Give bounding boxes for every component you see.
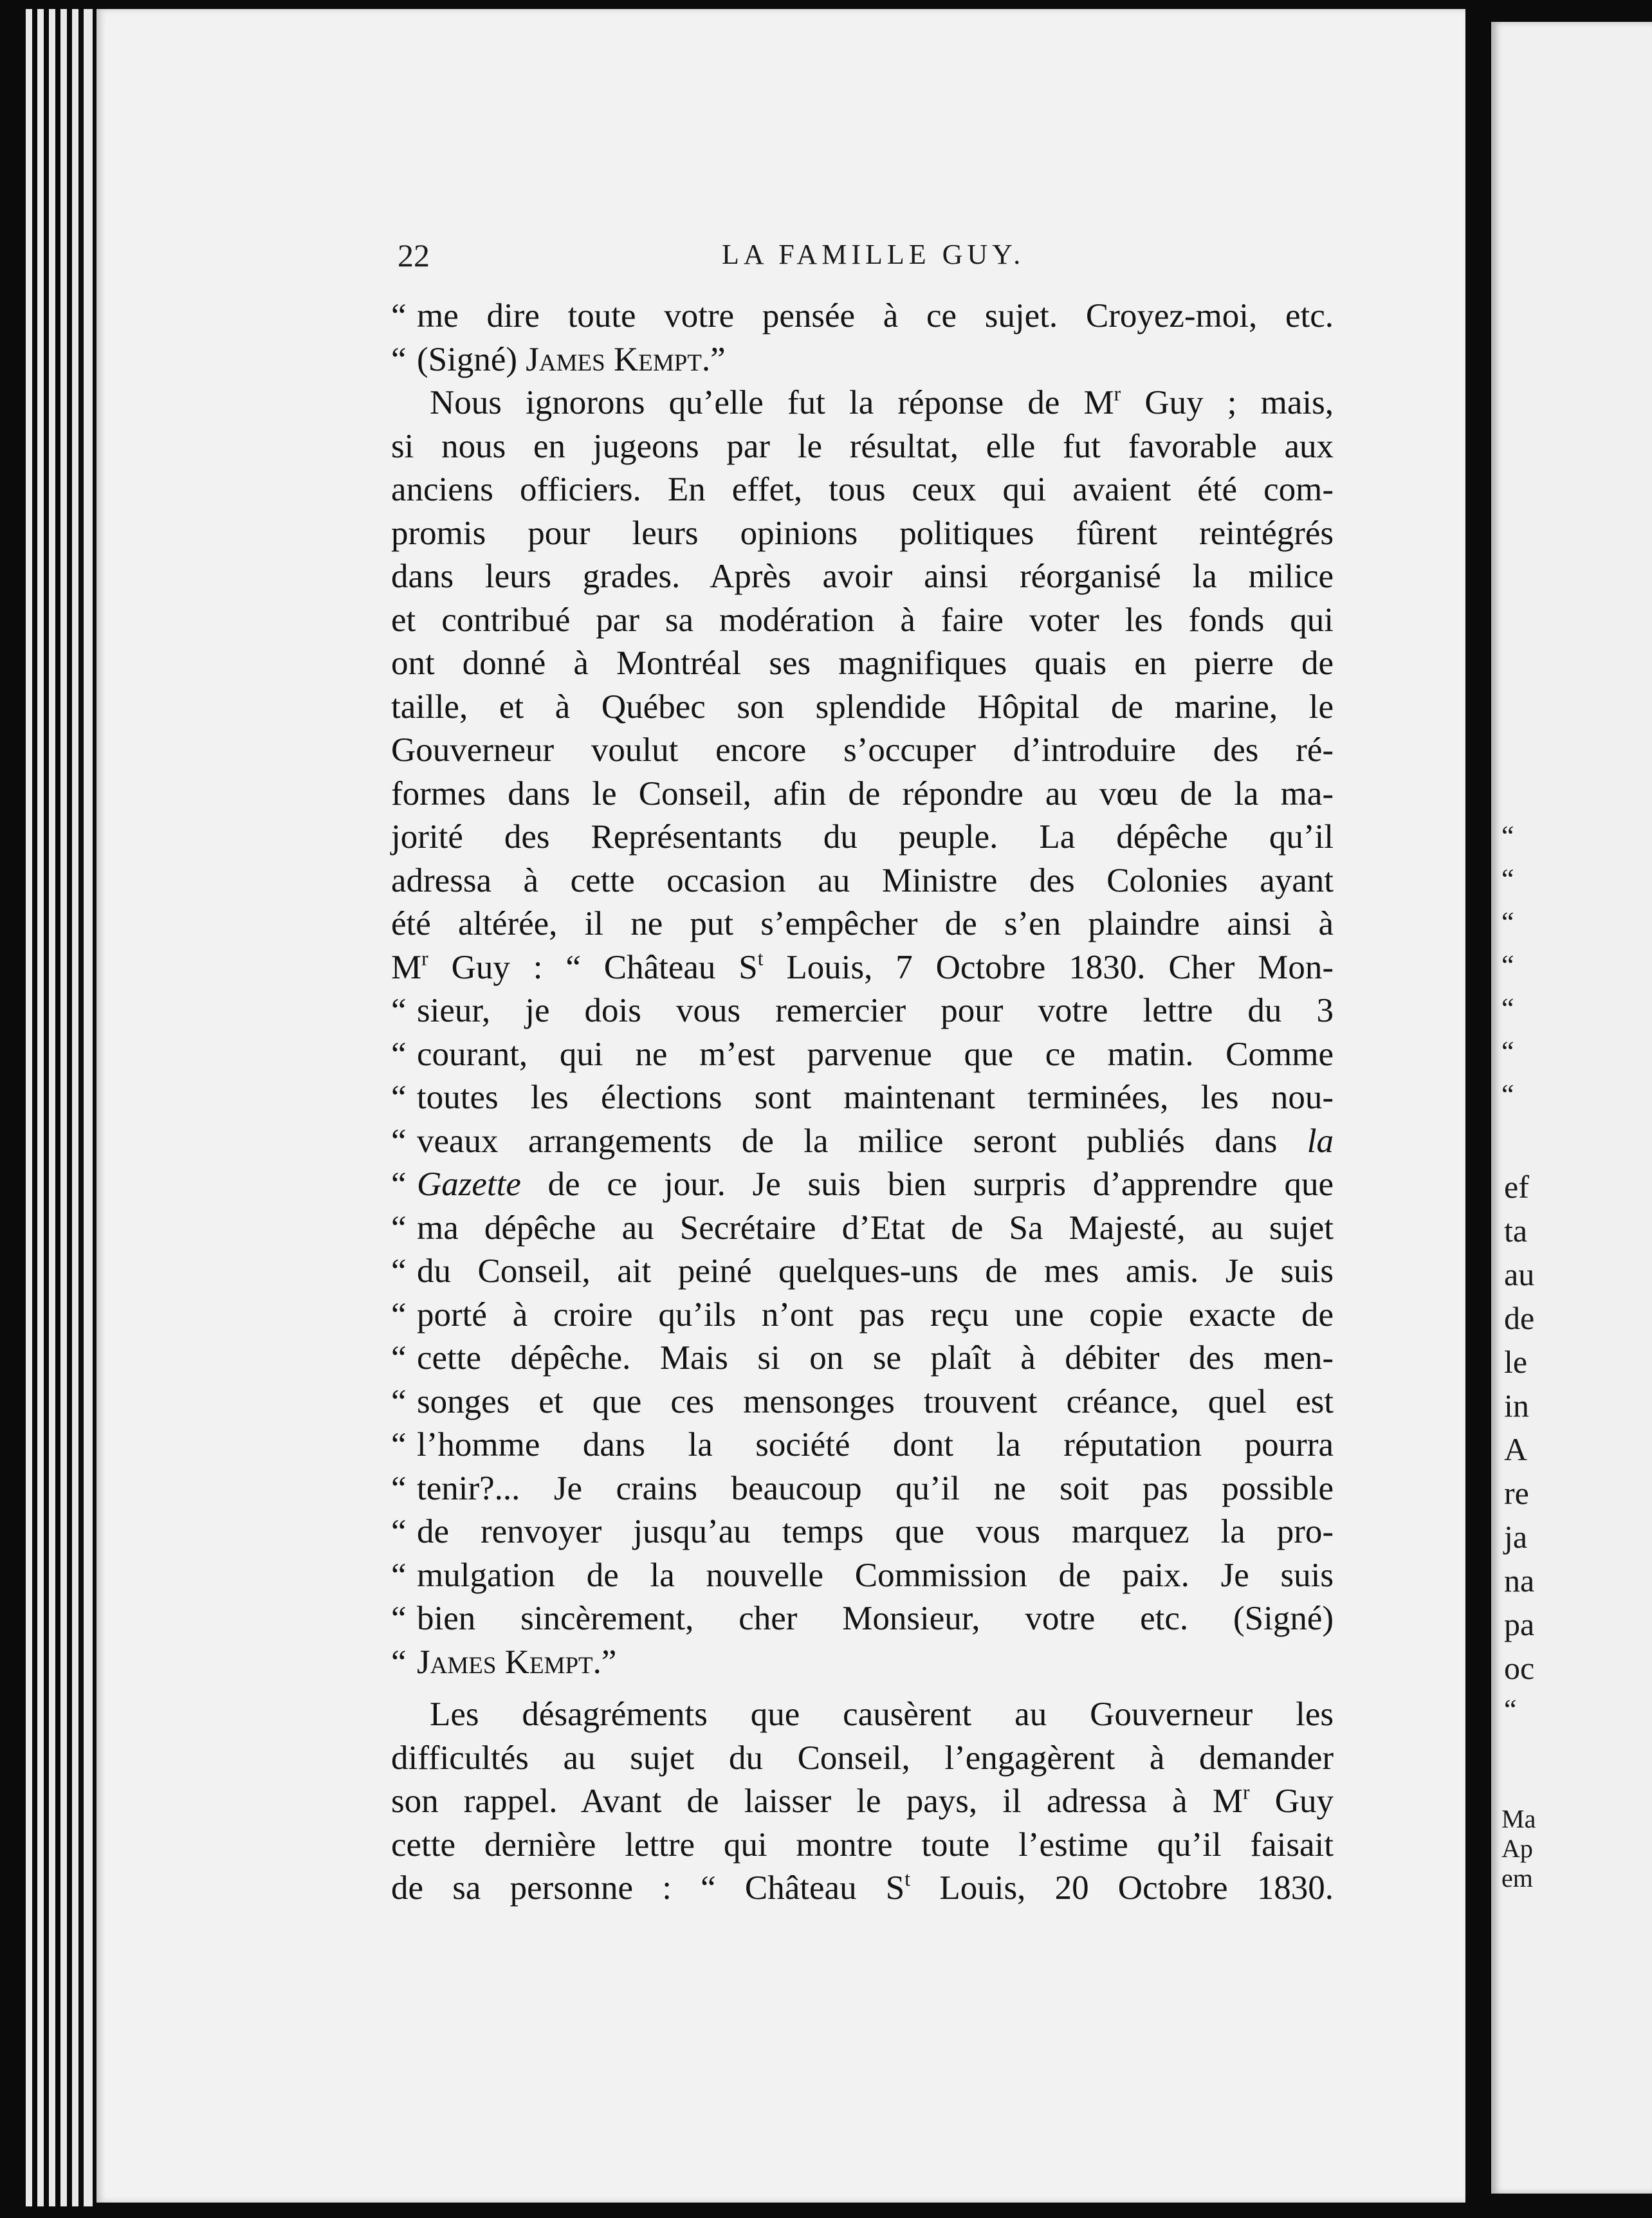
quote-mark: “ <box>1501 1036 1514 1067</box>
text-line: $M^r$ Guy : “ Château $S^t$ Louis, 7 Octobre 1830. Cher Mon- <box>391 946 1334 986</box>
text-line: “ mulgation de la nouvelle Commission de paix. Je suis <box>391 1554 1334 1598</box>
body-text <box>391 295 1334 1911</box>
text-line: “ sieur, je dois vous remercier pour votre lettre du 3 <box>391 989 1334 1033</box>
text-line: de sa personne : “ Château $S^t$ Louis, 20 Octobre 1830. <box>391 1867 1334 1907</box>
page-edge <box>26 9 32 2206</box>
text-line: “ du Conseil, ait peiné quelques-uns de mes amis. Je suis <box>391 1250 1334 1294</box>
page-edge <box>72 9 78 2206</box>
text-line: son rappel. Avant de laisser le pays, il adressa à $M^r$ Guy <box>391 1781 1334 1820</box>
page-number: 22 <box>398 237 430 273</box>
quote-mark: “ <box>391 1556 407 1594</box>
text-fragment: na <box>1504 1563 1535 1599</box>
text-line: “ bien sincèrement, cher Monsieur, votre etc. (Signé) <box>391 1597 1334 1641</box>
signature: James Kempt. <box>417 1643 601 1681</box>
text-line: “ James Kempt.” <box>391 1641 1334 1685</box>
footnote-fragment: Ap <box>1501 1834 1533 1863</box>
page-edge <box>49 9 55 2206</box>
quote-mark: “ <box>1501 1079 1514 1110</box>
text-line: “ songes et que ces mensonges trouvent créance, quel est <box>391 1380 1334 1424</box>
text-line: “ me dire toute votre pensée à ce sujet. Croyez-moi, etc. <box>391 295 1334 338</box>
text-fragment: ja <box>1504 1519 1528 1555</box>
text-line: ont donné à Montréal ses magnifiques quais en pierre de <box>391 645 1334 682</box>
quote-mark: “ <box>391 1209 407 1247</box>
text-line: “ (Signé) James Kempt.” <box>391 338 1334 382</box>
text-line: difficultés au sujet du Conseil, l’engagèrent à demander <box>391 1739 1334 1777</box>
page-edge <box>84 9 93 2206</box>
text-line: “ veaux arrangements de la milice seront publiés dans la <box>391 1120 1334 1164</box>
quote-mark: “ <box>391 1643 407 1681</box>
quote-mark: “ <box>1501 863 1514 895</box>
text-line: et contribué par sa modération à faire voter les fonds qui <box>391 601 1334 639</box>
footnote-fragment: Ma <box>1501 1804 1536 1833</box>
quote-mark: “ <box>391 1469 407 1507</box>
running-title: LA FAMILLE GUY. <box>722 239 1025 270</box>
text-line: “ de renvoyer jusqu’au temps que vous marquez la pro- <box>391 1510 1334 1554</box>
text-line: adressa à cette occasion au Ministre des Colonies ayant <box>391 861 1334 899</box>
quote-mark: “ <box>1504 1694 1517 1725</box>
text-line: dans leurs grades. Après avoir ainsi réorganisé la milice <box>391 558 1334 595</box>
quote-mark: “ <box>391 1296 407 1334</box>
text-fragment: le <box>1504 1344 1528 1380</box>
text-fragment: pa <box>1504 1606 1535 1642</box>
text-line: “ l’homme dans la société dont la réputation pourra <box>391 1424 1334 1467</box>
page-edge <box>60 9 67 2206</box>
quote-mark: “ <box>391 1166 407 1203</box>
text-line: si nous en jugeons par le résultat, elle fut favorable aux <box>391 427 1334 465</box>
text-line: taille, et à Québec son splendide Hôpital de marine, le <box>391 688 1334 726</box>
signature: James Kempt. <box>526 340 711 378</box>
text-line: Nous ignorons qu’elle fut la réponse de $M^r$ Guy ; mais, <box>430 382 1334 421</box>
facing-page-fragment <box>1491 22 1652 2194</box>
footnote-fragment: em <box>1501 1864 1533 1893</box>
text-line: “ porté à croire qu’ils n’ont pas reçu une copie exacte de <box>391 1294 1334 1337</box>
text-fragment: oc <box>1504 1650 1535 1686</box>
text-fragment: de <box>1504 1300 1535 1336</box>
quote-mark: “ <box>391 992 407 1029</box>
page-edge <box>37 9 44 2206</box>
text-line: “ courant, qui ne m’est parvenue que ce matin. Comme <box>391 1033 1334 1077</box>
text-line: Les désagréments que causèrent au Gouverneur les <box>430 1696 1334 1733</box>
quote-mark: “ <box>1501 949 1514 981</box>
text-line: “ Gazette de ce jour. Je suis bien surpris d’apprendre que <box>391 1163 1334 1207</box>
text-fragment: ef <box>1504 1169 1529 1205</box>
quote-mark: “ <box>1501 820 1514 852</box>
text-line: Gouverneur voulut encore s’occuper d’introduire des ré- <box>391 731 1334 769</box>
text-fragment: re <box>1504 1475 1529 1511</box>
text-line: anciens officiers. En effet, tous ceux qui avaient été com- <box>391 471 1334 508</box>
text-line: été altérée, il ne put s’empêcher de s’en plaindre ainsi à <box>391 905 1334 942</box>
quote-mark: “ <box>391 1513 407 1550</box>
quote-mark: “ <box>391 1600 407 1637</box>
quote-mark: “ <box>391 1035 407 1073</box>
quote-mark: “ <box>391 1079 407 1116</box>
text-line: formes dans le Conseil, afin de répondre au vœu de la ma- <box>391 774 1334 812</box>
quote-mark: “ <box>1501 906 1514 938</box>
quote-mark: “ <box>391 340 407 378</box>
quote-mark: “ <box>391 297 407 335</box>
text-line: “ tenir?... Je crains beaucoup qu’il ne soit pas possible <box>391 1467 1334 1511</box>
text-fragment: au <box>1504 1256 1535 1292</box>
quote-mark: “ <box>391 1252 407 1290</box>
quote-mark: “ <box>391 1426 407 1463</box>
text-line: jorité des Représentants du peuple. La dépêche qu’il <box>391 818 1334 856</box>
quote-mark: “ <box>391 1122 407 1160</box>
text-line: “ cette dépêche. Mais si on se plaît à débiter des men- <box>391 1337 1334 1380</box>
text-fragment: in <box>1504 1388 1529 1424</box>
quote-mark: “ <box>391 1339 407 1377</box>
page-header <box>302 232 1338 273</box>
text-line: promis pour leurs opinions politiques fûrent reintégrés <box>391 514 1334 552</box>
text-fragment: ta <box>1504 1213 1528 1249</box>
text-fragment: A <box>1504 1431 1528 1467</box>
quote-mark: “ <box>1501 993 1514 1024</box>
text-line: “ toutes les élections sont maintenant terminées, les nou- <box>391 1076 1334 1120</box>
text-line: cette dernière lettre qui montre toute l’estime qu’il faisait <box>391 1826 1334 1864</box>
text-line: “ ma dépêche au Secrétaire d’Etat de Sa Majesté, au sujet <box>391 1207 1334 1251</box>
quote-mark: “ <box>391 1382 407 1420</box>
